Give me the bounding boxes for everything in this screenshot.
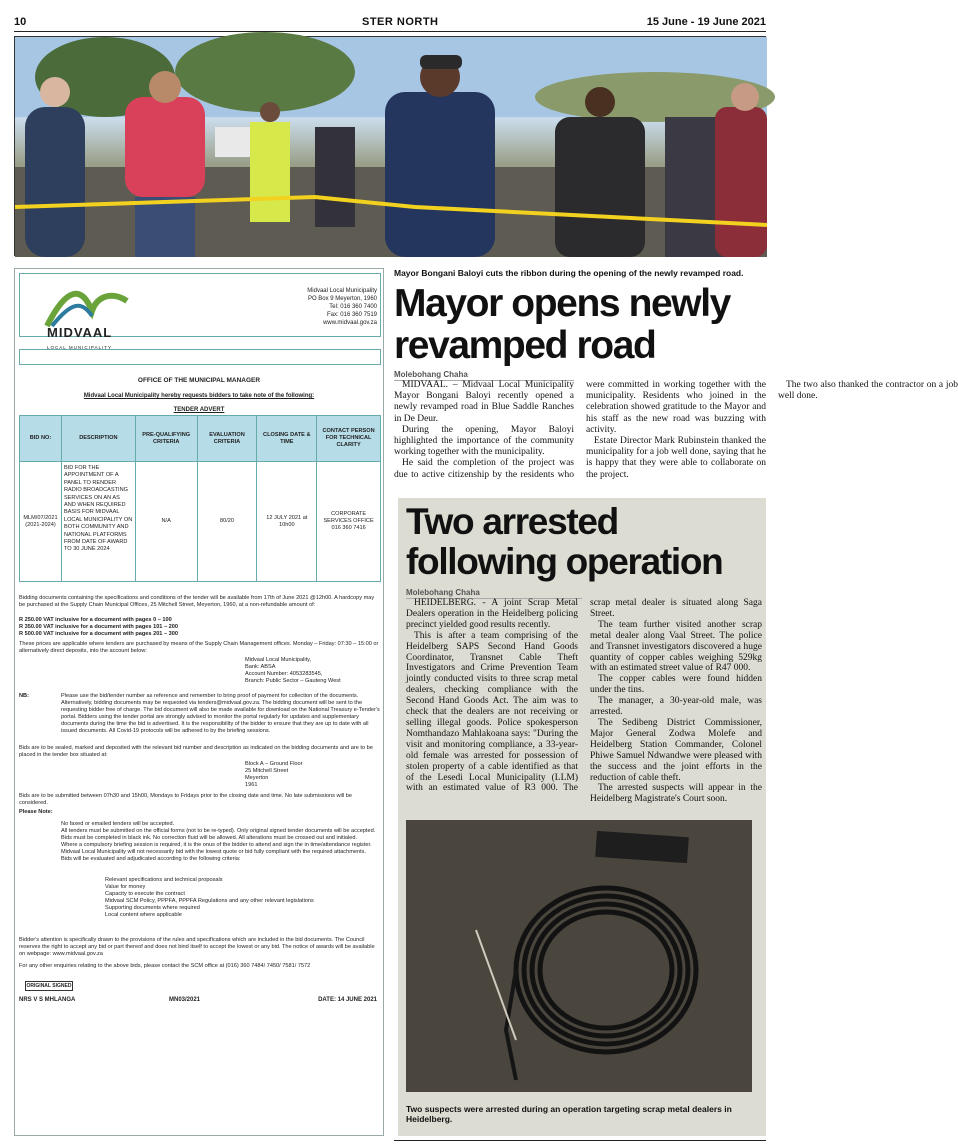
paragraph: Estate Director Mark Rubinstein thanked the municipality for a job well done, saying that he is happy that they were able to collaborate on the project. (586, 436, 766, 480)
logo-text: MIDVAAL (47, 325, 113, 340)
paragraph: The copper cables were found hidden under the tins. (590, 674, 762, 696)
issue-date: 15 June - 19 June 2021 (646, 16, 766, 28)
original-signed-stamp: ORIGINAL SIGNED (26, 983, 72, 989)
cable-coil-illustration (406, 820, 752, 1092)
criteria-item: Relevant specifications and technical proposals (105, 877, 223, 883)
criteria-item: Value for money (105, 884, 146, 890)
column-header: CLOSING DATE & TIME (257, 416, 317, 462)
photo-caption: Two suspects were arrested during an operation targeting scrap metal dealers in Heidelberg. (406, 1104, 732, 1124)
table-cell: 12 JULY 2021 at 10h00 (257, 462, 317, 582)
headline: Mayor opens newly revamped road (394, 282, 730, 367)
price-list (19, 617, 381, 638)
headline: Two arrested following operation (406, 501, 723, 582)
note-item: Where a compulsory briefing session is required, it is the onus of the bidder to attend and sign the in time/attendance register. (61, 842, 372, 848)
ribbon-cutting-illustration (15, 37, 767, 257)
price-item: R 350.00 VAT inclusive for a document with pages 101 – 200 (19, 624, 178, 630)
advert-paragraph: For any other enquiries relating to the above bids, please contact the SCM office at (016) 360 7484/ 7450/ 7581/ 7572 (19, 963, 311, 969)
criteria-list (105, 877, 377, 919)
box-line: 1961 (245, 782, 258, 788)
advert-paragraph: These prices are applicable where tenders are purchased by means of the Supply Chain Management offices. Monday – Friday: 07:30 – 15:00 or alternatively direct deposits, into the account below: (19, 641, 379, 654)
advert-paragraph: Bidding documents containing the specifications and conditions of the tender will be available from 17th of June 2021 @12h00. A hardcopy may be purchased at the Supply Chain Municipal Offices, 25 Mitchell Street, Meyerton, 1960, at a non-refundable amount of: (19, 595, 375, 608)
tender-advert (14, 268, 384, 1136)
column-header: PRE-QUALIFYING CRITERIA (135, 416, 197, 462)
price-item: R 250.00 VAT inclusive for a document with pages 0 – 100 (19, 617, 172, 623)
address-line: www.midvaal.gov.za (323, 320, 377, 326)
please-note-label: Please Note: (19, 809, 53, 815)
logo-subtext: LOCAL MUNICIPALITY (47, 345, 113, 350)
nb-label: NB: (19, 693, 29, 699)
header-bar (19, 349, 381, 365)
address-line: Fax: 016 360 7519 (326, 312, 377, 318)
cable-photo (406, 820, 752, 1092)
advert-paragraph: Bids are to be submitted between 07h30 and 15h00, Mondays to Fridays prior to the closing date and time. No late submissions will be considered. (19, 793, 353, 806)
note-item: Midvaal Local Municipality will not necessarily bid with the lowest quote or bid fully compliant with the required attachments. (61, 849, 367, 855)
paragraph: The Sedibeng District Commissioner, Major General Zodwa Molefe and Heidelberg Station Commander, Colonel Phiwe Samuel Ndwandwe were pleased with the success and the joint efforts in the reduction of cable theft. (590, 717, 762, 783)
advert-paragraph: Bids are to be sealed, marked and deposited with the relevant bid number and description as indicated on the bidding documents and are to be placed in the tender box situated at: (19, 745, 373, 758)
column-header: CONTACT PERSON FOR TECHNICAL CLARITY (317, 416, 381, 462)
advert-paragraph: Bidder's attention is specifically drawn to the provisions of the rules and specifications which are included in the bid documents. The Council reserves the right to accept any bid or part thereof and does not bind itself to accept the lowest or any bid. The notice of awards will be available on webpage: www.midvaal.gov.za (19, 937, 375, 957)
address-line: Midvaal Local Municipality (307, 288, 377, 294)
paragraph: During the opening, Mayor Baloyi highlighted the importance of the community working together with the municipality. (394, 424, 574, 458)
photo-caption: Mayor Bongani Baloyi cuts the ribbon during the opening of the newly revamped road. (394, 268, 744, 278)
masthead: STER NORTH (362, 16, 439, 28)
bank-line: Midvaal Local Municipality, (245, 657, 312, 663)
article-body (406, 598, 762, 818)
ribbon-cutting-photo (14, 36, 766, 256)
price-item: R 500.00 VAT inclusive for a document with pages 201 – 300 (19, 631, 178, 637)
address-line: PO Box 9 Meyerton, 1960 (307, 296, 377, 302)
signatory: NRS V S MHLANGA (19, 997, 76, 1003)
column-header: BID NO: (20, 416, 62, 462)
table-row (20, 462, 381, 582)
midvaal-logo (37, 281, 137, 331)
box-line: Block A – Ground Floor (245, 761, 303, 767)
invite-text: Midvaal Local Municipality hereby requests bidders to take note of the following: (83, 393, 315, 399)
paragraph: The manager, a 30-year-old male, was arrested. (590, 696, 762, 718)
tender-table (19, 415, 381, 582)
bank-line: Branch: Public Sector – Gauteng West (245, 678, 341, 684)
note-item: No faxed or emailed tenders will be accepted. (61, 821, 175, 827)
column-header: EVALUATION CRITERIA (197, 416, 257, 462)
table-cell: N/A (135, 462, 197, 582)
bank-line: Account Number: 4053283545, (245, 671, 323, 677)
paragraph: The arrested suspects will appear in the Heidelberg Magistrate's Court soon. (590, 783, 762, 805)
criteria-item: Midvaal SCM Policy, PPPFA, PPPFA Regulations and any other relevant legislations (105, 898, 314, 904)
notice-number: MN03/2021 (169, 997, 201, 1003)
address-line: Tel: 016 360 7400 (329, 304, 377, 310)
office-title: OFFICE OF THE MUNICIPAL MANAGER (137, 377, 261, 384)
box-line: 25 Mitchell Street (245, 768, 289, 774)
table-cell: 80/20 (197, 462, 257, 582)
page-header (14, 12, 766, 32)
table-cell: BID FOR THE APPOINTMENT OF A PANEL TO RENDER RADIO BROADCASTING SERVICES ON AN AS AND WHEN REQUIRED BASIS FOR MIDVAAL LOCAL MUNICIPALITY ON BOTH COMMUNITY AND NATIONAL PLATFORMS FROM DATE OF AWARD TO 30 JUNE 2024 (61, 462, 135, 582)
table-cell: CORPORATE SERVICES OFFICE 016 360 7416 (317, 462, 381, 582)
bank-details (245, 657, 375, 685)
page-number: 10 (14, 16, 27, 28)
article-body (394, 380, 958, 490)
paragraph: The team further visited another scrap metal dealer along Vaal Street. The police and Transnet investigators discovered a huge quantity of copper cables weighing 529kg with an estimated street value of R47 000. (590, 619, 762, 674)
tender-box-address (245, 761, 375, 789)
paragraph: The two also thanked the contractor on a job well done. (778, 380, 958, 402)
criteria-item: Local content where applicable (105, 912, 182, 918)
table-cell: MLM/07/2021 (2021-2024) (20, 462, 62, 582)
municipal-address (277, 287, 377, 327)
column-header: DESCRIPTION (61, 416, 135, 462)
nb-text: Please use the bid/tender number as reference and remember to bring proof of payment for collection of the documents. Alternatively, bidding documents may be requested via tenders@midvaal.gov.za. The bidding document will be sent to the requesting bidder free of charge. The bid document will also be made available for download on the National Treasury e-Tender's portal. Bidders using the tender portal are strongly advised to monitor the portal regularly for updates and supplementary documents during the time the bid is advertised. It is the responsibility of the bidder to ensure that they are up to date with all issued documents. All Covid-19 protocols will be adhered to by the briefing sessions. (61, 693, 380, 734)
note-item: All tenders must be submitted on the official forms (not to be re-typed). Only original signed tender documents will be accepted. (61, 828, 376, 834)
criteria-item: Capacity to execute the contract (105, 891, 185, 897)
paragraph: He said the completion of the project was due to active citizenship by the residents who were committed in working together with the municipality. Residents who joined in the celebration showed gratitude to the Mayor and his staff as the new road was buzzing with activity. (394, 380, 766, 480)
paragraph: This is after a team comprising of the Heidelberg SAPS Second Hand Goods Coordinator, Transnet Cable Theft Investigators and Crime Prevention Team jointly conducted visits to three scrap metal dealers, checking compliance with the Second Hand Goods Act. The aim was to check that the dealers are not receiving or selling illegal goods. Police spokesperson Nomthandazo Mahlakoana says: "During the visit and monitoring compliance, a 33-year-old female was arrested for possession of stolen property of a cable identified as that of the Lesedi Local Municipality (LLM) with an estimated value of R3 000. The scrap metal dealer is situated along Saga Street. (406, 598, 762, 794)
paragraph: HEIDELBERG. - A joint Scrap Metal Dealers operation in the Heidelberg policing precinct yielded good results recently. (406, 598, 578, 630)
box-line: Meyerton (245, 775, 269, 781)
byline: Molebohang Chaha (406, 588, 582, 599)
notice-date: DATE: 14 JUNE 2021 (318, 997, 377, 1003)
divider (394, 1140, 766, 1141)
paragraph: MIDVAAL. – Midvaal Local Municipality Mayor Bongani Baloyi recently opened a newly revamped road in Blue Saddle Ranches in De Deur. (394, 380, 574, 424)
note-item: Bids must be completed in black ink. No correction fluid will be allowed. All alterations must be crossed out and initialed. (61, 835, 357, 841)
note-item: Bids will be evaluated and adjudicated according to the following criteria: (61, 856, 241, 862)
table-header-row (20, 416, 381, 462)
tender-advert-title: TENDER ADVERT (173, 407, 225, 413)
byline: Molebohang Chaha (394, 370, 574, 381)
notes-list (61, 821, 377, 863)
bank-line: Bank: ABSA (245, 664, 276, 670)
criteria-item: Supporting documents where required (105, 905, 200, 911)
